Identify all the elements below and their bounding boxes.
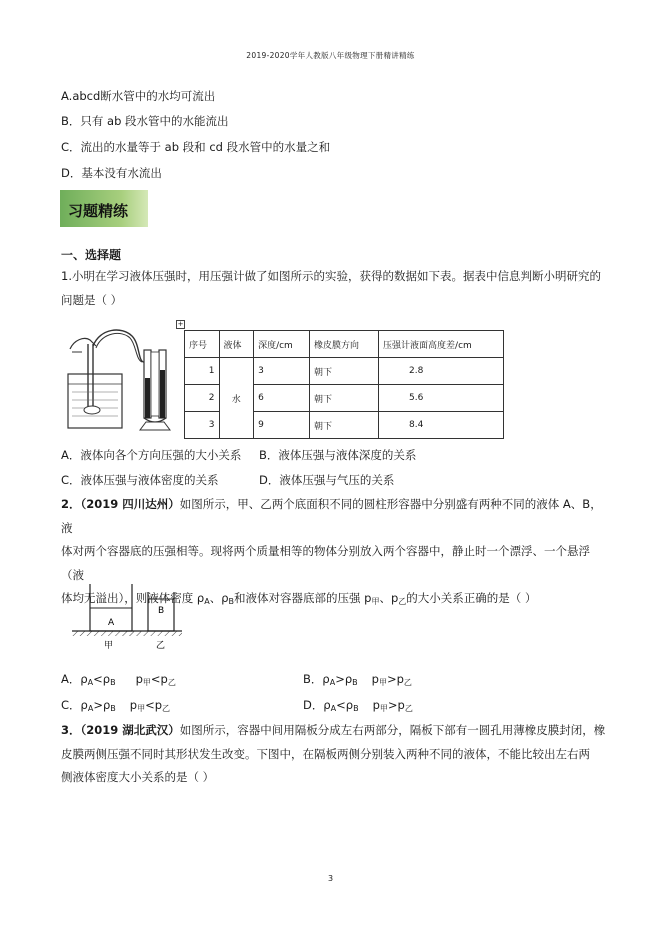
option-b-top: B．只有 ab 段水管中的水能流出: [61, 114, 229, 128]
option-c-top: C．流出的水量等于 ab 段和 cd 段水管中的水量之和: [61, 140, 331, 154]
question-1: [61, 265, 606, 312]
section-title: 一、选择题: [61, 248, 122, 262]
containers-figure: [72, 580, 184, 654]
th-membrane: 橡皮膜方向: [309, 331, 378, 358]
caption-yi: 乙: [156, 641, 166, 651]
table-move-handle-icon: +: [177, 320, 184, 328]
q3-line1: 3．（2019 湖北武汉）如图所示，容器中间用隔板分成左右两部分，隔板下部有一圆孔用薄橡皮膜封闭，橡: [61, 723, 606, 737]
pressure-gauge-figure: [60, 322, 178, 434]
question-3: [61, 719, 606, 790]
table-header-row: [185, 331, 504, 358]
q3-line3: 侧液体密度大小关系的是（ ）: [61, 770, 215, 784]
q2-option-a: A．$\rho_A<\rho_B$ $p_甲<p_乙$: [61, 672, 176, 687]
table-row: 2 6 朝下 5.6: [185, 385, 504, 412]
label-a: A: [108, 618, 115, 628]
q2-option-b: B．$\rho_A>\rho_B$ $p_甲>p_乙$: [303, 672, 412, 687]
q1-option-d: D．液体压强与气压的关系: [259, 473, 395, 487]
option-a-top: A.abcd断水管中的水均可流出: [61, 89, 216, 103]
ground-hatch: [72, 631, 182, 636]
caption-jia: 甲: [104, 641, 114, 651]
q1-line1: 1.小明在学习液体压强时，用压强计做了如图所示的实验，获得的数据如下表。据表中信息判断小明研究的: [61, 269, 601, 283]
section-banner-label: 习题精练: [68, 202, 129, 220]
q2-line2: 体对两个容器底的压强相等。现将两个质量相等的物体分别放入两个容器中，静止时一个漂浮、一个悬浮（液: [61, 544, 590, 582]
option-d-top: D．基本没有水流出: [61, 166, 162, 180]
th-liquid: 液体: [219, 331, 254, 358]
table-row: 3 9 朝下 8.4: [185, 412, 504, 439]
table-row: 1 水 3 朝下 2.8: [185, 358, 504, 385]
q1-option-a: A．液体向各个方向压强的大小关系: [61, 448, 242, 462]
q1-line2: 问题是（ ）: [61, 292, 123, 307]
th-depth: 深度/cm: [254, 331, 310, 358]
q2-source: （2019 四川达州）: [80, 497, 180, 511]
label-b: B: [158, 606, 165, 616]
q2-option-d: D．$\rho_A<\rho_B$ $p_甲>p_乙$: [303, 698, 413, 713]
q2-line1: 2．（2019 四川达州）如图所示，甲、乙两个底面积不同的圆柱形容器中分别盛有两种不同的液体 A、B，液: [61, 497, 602, 535]
q1-option-c: C．液体压强与液体密度的关系: [61, 473, 219, 487]
q1-option-b: B．液体压强与液体深度的关系: [259, 448, 417, 462]
q2-option-c: C．$\rho_A>\rho_B$ $p_甲<p_乙$: [61, 698, 171, 713]
q3-line2: 皮膜两侧压强不同时其形状发生改变。下图中，在隔板两侧分别装入两种不同的液体，不能比较出左右两: [61, 746, 590, 761]
th-no: 序号: [185, 331, 220, 358]
page-number: 3: [327, 874, 334, 883]
th-height-diff: 压强计液面高度差/cm: [379, 331, 504, 358]
page-header: 2019-2020学年人教版八年级物理下册精讲精练: [246, 51, 415, 60]
q3-source: （2019 湖北武汉）: [80, 723, 180, 737]
q2-line3: 体均无溢出），则液体密度 $\rho_A$、$\rho_B$和液体对容器底部的压强 $p_甲$、$p_乙$的大小关系正确的是（ ）: [61, 591, 537, 606]
data-table: [184, 330, 504, 439]
